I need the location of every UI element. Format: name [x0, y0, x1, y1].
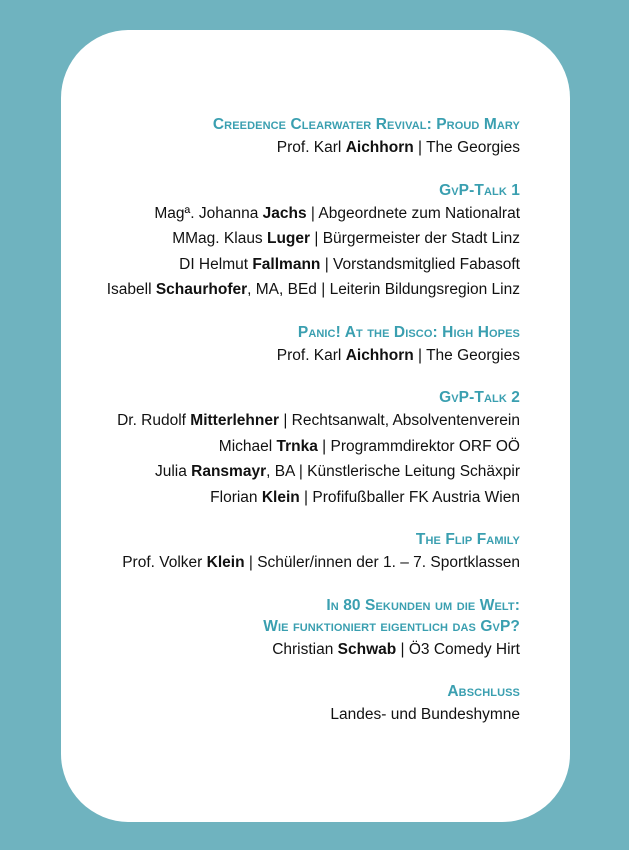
program-entry — [50, 637, 520, 663]
entry-prefix: Isabell — [106, 281, 156, 298]
program-entry — [50, 434, 520, 460]
entry-prefix: Christian — [272, 640, 338, 658]
entry-surname: Trnka — [276, 437, 318, 455]
entry-role: | Ö3 Comedy Hirt — [396, 640, 520, 658]
entry-prefix: MMag. Klaus — [172, 230, 267, 247]
entry-surname: Jachs — [262, 204, 307, 222]
program-entry — [50, 252, 520, 278]
program-entry — [50, 550, 520, 576]
entry-role: , MA, BEd | Leiterin Bildungsregion Linz — [247, 281, 520, 298]
section-subheading: Wie funktioniert eigentlich das GvP? — [263, 617, 520, 635]
section-heading: GvP-Talk 2 — [439, 389, 520, 406]
section-heading: The Flip Family — [415, 531, 520, 548]
entry-prefix: Prof. Karl — [276, 346, 346, 364]
entry-prefix: Julia — [154, 463, 192, 480]
program-section-1 — [50, 114, 520, 161]
program-section-4 — [50, 387, 520, 510]
program-section-2 — [50, 180, 520, 303]
section-heading: Abschluss — [447, 683, 520, 700]
entry-surname: Klein — [206, 554, 245, 571]
section-heading: Creedence Clearwater Revival: Proud Mary — [212, 116, 520, 133]
entry-role: | Rechtsanwalt, Absolventenverein — [279, 412, 520, 429]
entry-surname: Mitterlehner — [190, 412, 280, 429]
entry-prefix: Prof. Volker — [122, 554, 207, 571]
entry-role: | The Georgies — [413, 139, 520, 156]
program-entry — [50, 201, 520, 227]
program-entry — [50, 485, 520, 511]
program-entry — [50, 226, 520, 252]
program-list — [50, 114, 520, 728]
program-entry — [50, 408, 520, 434]
entry-surname: Schwab — [337, 640, 397, 658]
program-section-7 — [50, 681, 520, 728]
entry-prefix: Florian — [210, 488, 262, 506]
program-entry — [50, 343, 520, 369]
entry-role: | Vorstandsmitglied Fabasoft — [320, 255, 520, 273]
entry-role: , BA | Künstlerische Leitung Schäxpir — [266, 463, 520, 480]
program-section-6 — [50, 595, 520, 663]
entry-role: | Schüler/innen der 1. – 7. Sportklassen — [244, 554, 520, 571]
entry-role: | Bürgermeister der Stadt Linz — [310, 230, 520, 247]
entry-surname: Klein — [261, 488, 300, 506]
program-section-3 — [50, 322, 520, 369]
program-entry — [50, 135, 520, 161]
entry-prefix: DI Helmut — [179, 255, 253, 273]
entry-prefix: Landes- und Bundeshymne — [330, 706, 520, 723]
entry-role: | Programmdirektor ORF OÖ — [317, 437, 520, 455]
program-entry — [50, 702, 520, 728]
entry-prefix: Michael — [218, 437, 277, 455]
entry-prefix: Magª. Johanna — [154, 204, 263, 222]
section-heading: GvP-Talk 1 — [439, 181, 520, 199]
program-card — [61, 30, 570, 822]
entry-prefix: Dr. Rudolf — [117, 412, 191, 429]
program-section-5 — [50, 529, 520, 576]
section-heading: In 80 Sekunden um die Welt: — [326, 596, 520, 614]
entry-role: | Profifußballer FK Austria Wien — [299, 488, 520, 506]
program-entry — [50, 459, 520, 485]
entry-surname: Aichhorn — [345, 346, 414, 364]
entry-prefix: Prof. Karl — [276, 139, 346, 156]
section-heading: Panic! At the Disco: High Hopes — [297, 323, 520, 341]
entry-role: | The Georgies — [413, 346, 520, 364]
entry-surname: Aichhorn — [345, 139, 414, 156]
entry-surname: Schaurhofer — [155, 281, 248, 298]
entry-surname: Ransmayr — [191, 463, 267, 480]
entry-role: | Abgeordnete zum Nationalrat — [306, 204, 520, 222]
program-entry — [50, 277, 520, 303]
entry-surname: Fallmann — [252, 255, 321, 273]
entry-surname: Luger — [267, 230, 311, 247]
